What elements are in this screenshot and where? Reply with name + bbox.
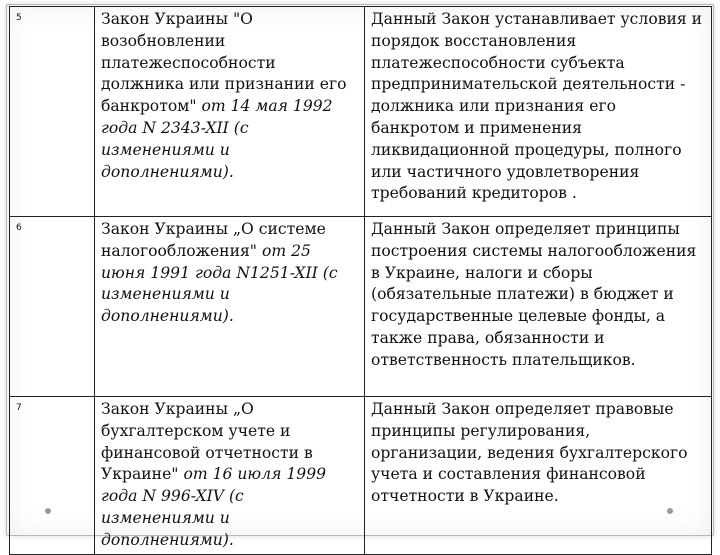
row-number: 6: [10, 217, 95, 397]
law-title: Закон Украины „О бухгалтерском учете и финансовой отчетности в Украине": [101, 400, 313, 484]
law-title: Закон Украины "О возобновлении платежеспособности должника или признании его банкротом": [101, 10, 347, 116]
law-date-note: от 16 июля 1999 года N 996-XIV (с изменениями и дополнениями).: [101, 465, 327, 549]
law-cell: [95, 7, 365, 217]
table-row: [10, 397, 712, 555]
law-date-note: от 25 июня 1991 года N1251-XII (с изменениями и дополнениями).: [101, 241, 338, 326]
law-date-note: от 14 мая 1992 года N 2343-XII (с изменениями и дополнениями).: [101, 97, 333, 181]
law-description: Данный Закон определяет принципы построения системы налогообложения в Украине, налоги и сборы (обязательные платежи) в бюджет и государственные целевые фонды, а также права, обязанности и ответственность плательщиков.: [365, 217, 712, 397]
row-number: 7: [10, 397, 95, 555]
laws-table: [9, 6, 712, 555]
row-number: 5: [10, 7, 95, 217]
law-description: Данный Закон определяет правовые принципы регулирования, организации, ведения бухгалтерского учета и составления финансовой отчетности в Украине.: [365, 397, 712, 555]
slide-bullet-right: [667, 508, 673, 514]
law-cell: [95, 397, 365, 555]
table-row: [10, 217, 712, 397]
law-cell: [95, 217, 365, 397]
law-description: Данный Закон устанавливает условия и порядок восстановления платежеспособности субъекта предпринимательской деятельности - должника или признания его банкротом и применения ликвидационной процедуры, полного или частичного удовлетворения требований кредиторов .: [365, 7, 712, 217]
law-title: Закон Украины „О системе налогообложения": [101, 220, 326, 260]
slide-bullet-left: [45, 508, 51, 514]
table-row: [10, 7, 712, 217]
